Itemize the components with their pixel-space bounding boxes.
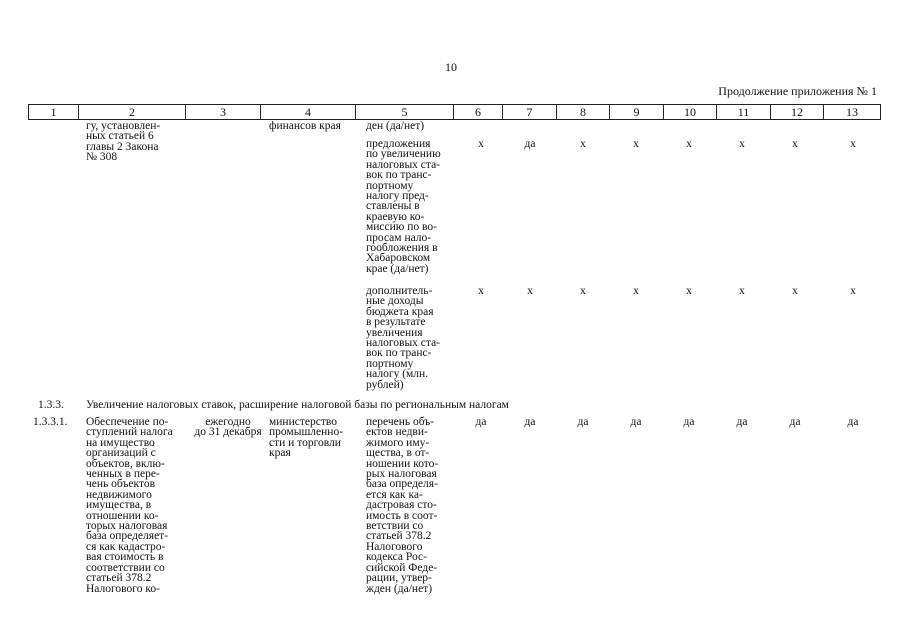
page-number: 10 bbox=[445, 60, 457, 74]
column-header-2: 2 bbox=[79, 105, 186, 120]
row-deadline: ежегодно до 31 декабря bbox=[194, 416, 262, 439]
row-executor: министерство промышленно- сти и торговли края bbox=[269, 416, 344, 460]
indicator-1-value-col10: х bbox=[686, 138, 692, 150]
row-value-col12: да bbox=[789, 416, 801, 428]
column-header-9: 9 bbox=[610, 105, 664, 120]
column-header-3: 3 bbox=[186, 105, 261, 120]
column-header-8: 8 bbox=[557, 105, 610, 120]
column-header-13: 13 bbox=[824, 105, 881, 120]
row-value-col7: да bbox=[524, 416, 536, 428]
indicator-2-value-col7: х bbox=[527, 285, 533, 297]
row-value-col8: да bbox=[577, 416, 589, 428]
indicator-2-value-col12: х bbox=[792, 285, 798, 297]
continuation-label: Продолжение приложения № 1 bbox=[718, 84, 877, 98]
row-measure-description: Обеспечение по- ступлений налога на имущество организаций с объектов, вклю- ченных в пере- чень объектов недвижимого имущества, в отношении ко- торых налоговая база определяет- ся как кадастро- вая стоимость в соответствии со статьей 378.2 Налогового ко- bbox=[86, 416, 173, 595]
row-value-col9: да bbox=[630, 416, 642, 428]
section-number: 1.3.3. bbox=[38, 399, 64, 411]
continued-row-description: гу, установлен- ных статьей 6 главы 2 Закона № 308 bbox=[86, 120, 161, 164]
indicator-2-value-col13: х bbox=[850, 285, 856, 297]
row-number: 1.3.3.1. bbox=[33, 416, 68, 428]
column-header-1: 1 bbox=[29, 105, 79, 120]
indicator-2-value-col10: х bbox=[686, 285, 692, 297]
indicator-1-value-col7: да bbox=[524, 138, 536, 150]
indicator-2-value-col8: х bbox=[580, 285, 586, 297]
row-value-col6: да bbox=[475, 416, 487, 428]
section-title: Увеличение налоговых ставок, расширение налоговой базы по региональным налогам bbox=[86, 399, 509, 411]
indicator-1-value-col13: х bbox=[850, 138, 856, 150]
column-header-12: 12 bbox=[771, 105, 824, 120]
indicator-1-value-col6: х bbox=[478, 138, 484, 150]
column-header-6: 6 bbox=[454, 105, 503, 120]
column-header-4: 4 bbox=[261, 105, 356, 120]
indicator-1-value-col8: х bbox=[580, 138, 586, 150]
indicator-tax-rate-proposals: предложения по увеличению налоговых ста- вок по транс- портному налогу пред- ставлены в краевую ко- миссию по во- просам нало- гообложения в Хабаровском крае (да/нет) bbox=[366, 138, 441, 275]
indicator-1-value-col11: х bbox=[739, 138, 745, 150]
column-header-10: 10 bbox=[664, 105, 717, 120]
row-value-col10: да bbox=[683, 416, 695, 428]
column-header-11: 11 bbox=[717, 105, 771, 120]
indicator-2-value-col11: х bbox=[739, 285, 745, 297]
row-value-col13: да bbox=[847, 416, 859, 428]
indicator-1-value-col12: х bbox=[792, 138, 798, 150]
indicator-2-value-col6: х bbox=[478, 285, 484, 297]
column-header-7: 7 bbox=[503, 105, 557, 120]
column-header-5: 5 bbox=[356, 105, 454, 120]
continued-row-executor: финансов края bbox=[269, 120, 341, 132]
indicator-2-value-col9: х bbox=[633, 285, 639, 297]
indicator-additional-revenue: дополнитель- ные доходы бюджета края в результате увеличения налоговых ста- вок по транс- портному налогу (млн. рублей) bbox=[366, 285, 441, 391]
indicator-1-value-col9: х bbox=[633, 138, 639, 150]
continued-row-indicator-end: ден (да/нет) bbox=[366, 120, 425, 132]
row-value-col11: да bbox=[736, 416, 748, 428]
column-header-row bbox=[28, 104, 881, 120]
row-indicator: перечень объ- ектов недви- жимого иму- щества, в от- ношении кото- рых налоговая база определя- ется как ка- дастровая сто- имость в соот- ветствии со статьей 378.2 Налогового кодекса Рос- сийской Феде- рации, утвер- жден (да/нет) bbox=[366, 416, 439, 595]
